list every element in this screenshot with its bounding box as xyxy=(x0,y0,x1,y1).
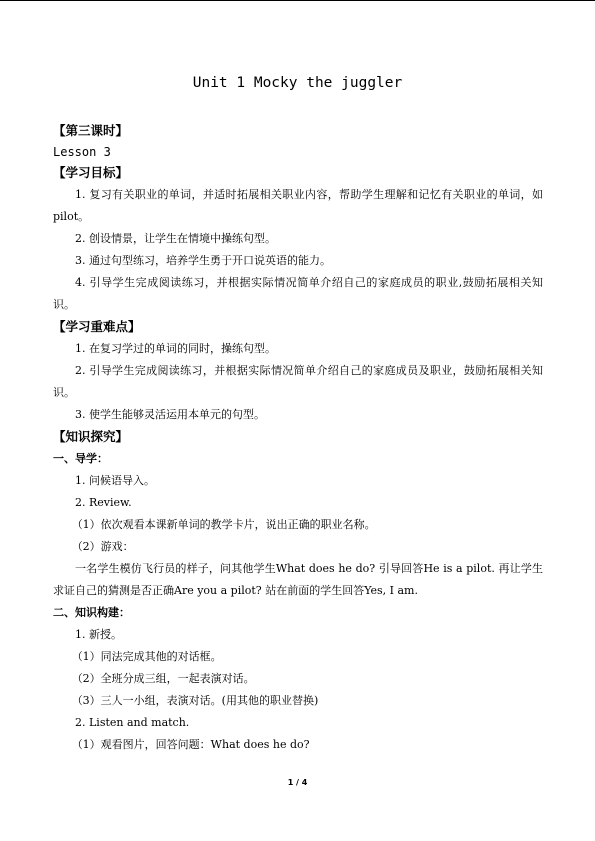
game-description: 一名学生模仿飞行员的样子，问其他学生What does he do? 引导回答He is a pilot. 再让学生求证自己的猜测是否正确Are you a pilot? 站在前面的学生回答Yes, I am. xyxy=(53,562,543,597)
key-points-heading: 【学习重难点】 xyxy=(53,319,141,334)
goal-item: 1. 复习有关职业的单词，并适时拓展相关职业内容，帮助学生理解和记忆有关职业的单词，如pilot。 xyxy=(53,188,543,223)
lesson-period-heading: 【第三课时】 xyxy=(53,123,129,138)
goal-item: 2. 创设情景，让学生在情境中操练句型。 xyxy=(75,232,276,245)
guide-heading: 一、导学： xyxy=(53,452,108,465)
construct-line: 2. Listen and match. xyxy=(75,716,190,729)
guide-line: （1）依次观看本课新单词的教学卡片，说出正确的职业名称。 xyxy=(71,518,376,531)
document-body xyxy=(53,120,543,756)
top-border-line xyxy=(0,0,595,1)
document-title: Unit 1 Mocky the juggler xyxy=(192,75,403,91)
guide-line: （2）游戏： xyxy=(71,540,134,553)
key-point-item: 2. 引导学生完成阅读练习，并根据实际情况简单介绍自己的家庭成员及职业，鼓励拓展相关知识。 xyxy=(53,364,543,399)
key-point-item: 1. 在复习学过的单词的同时，操练句型。 xyxy=(75,342,276,355)
construct-heading: 二、知识构建： xyxy=(53,606,130,619)
guide-line: 2. Review. xyxy=(75,496,132,509)
key-point-item: 3. 使学生能够灵活运用本单元的句型。 xyxy=(75,408,265,421)
construct-line: 1. 新授。 xyxy=(75,628,122,641)
goal-item: 4. 引导学生完成阅读练习，并根据实际情况简单介绍自己的家庭成员的职业,鼓励拓展相关知识。 xyxy=(53,276,543,311)
goal-item: 3. 通过句型练习，培养学生勇于开口说英语的能力。 xyxy=(75,254,331,267)
explore-heading: 【知识探究】 xyxy=(53,429,129,444)
construct-line: （1）观看图片，回答问题：What does he do? xyxy=(71,738,310,751)
construct-line: （3）三人一小组，表演对话。(用其他的职业替换) xyxy=(71,694,319,707)
construct-line: （1）同法完成其他的对话框。 xyxy=(71,650,222,663)
lesson-label: Lesson 3 xyxy=(53,145,111,159)
goals-heading: 【学习目标】 xyxy=(53,165,129,180)
construct-line: （2）全班分成三组，一起表演对话。 xyxy=(71,672,255,685)
guide-line: 1. 问候语导入。 xyxy=(75,474,155,487)
page-number: 1 / 4 xyxy=(287,778,308,787)
